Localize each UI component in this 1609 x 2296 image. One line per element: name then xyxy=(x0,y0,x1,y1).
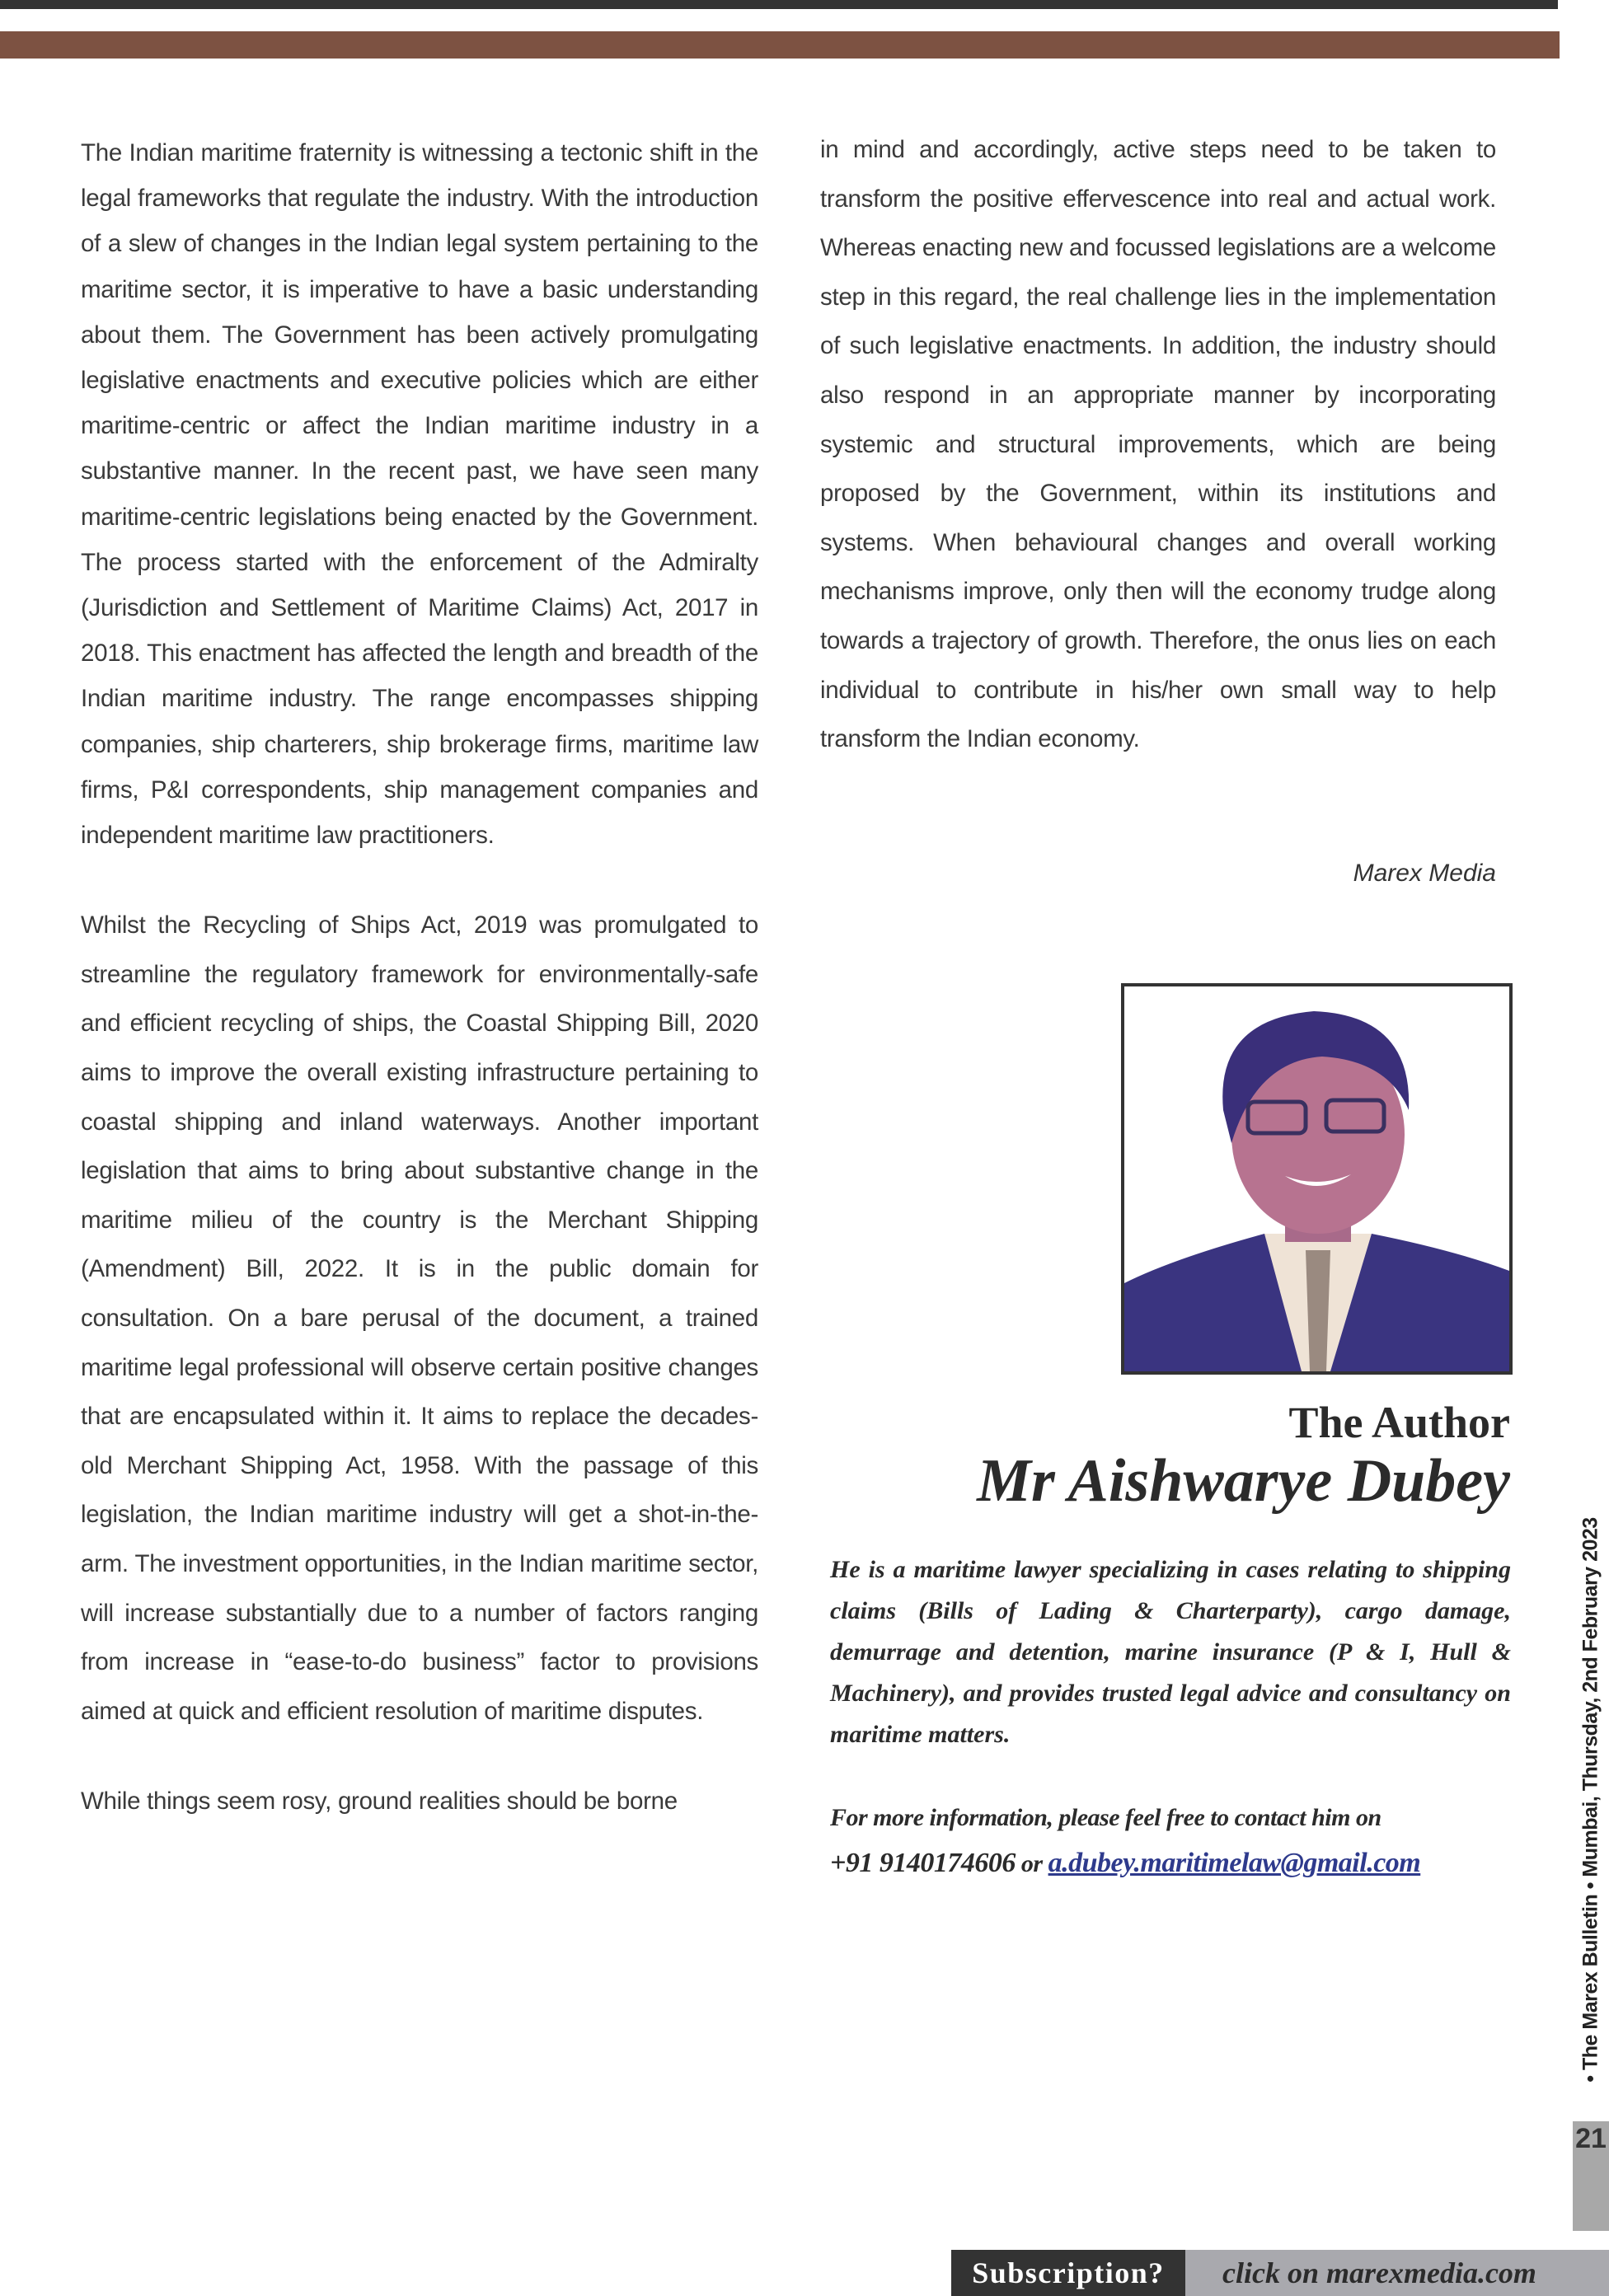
article-right-column xyxy=(820,125,1496,764)
author-bio: He is a maritime lawyer specializing in cases relating to shipping claims (Bills of Lading & Charterparty), cargo damage, demurrage and detention, marine insurance (P & I, Hull & Machinery), and provides trusted legal advice and consultancy on maritime matters. xyxy=(830,1556,1511,1748)
contact-or: or xyxy=(1020,1850,1043,1877)
contact-intro: For more information, please feel free to contact him on xyxy=(830,1804,1381,1831)
author-phone: +91 9140174606 xyxy=(830,1848,1016,1878)
article-left-column xyxy=(81,130,758,1826)
author-photo xyxy=(1121,983,1513,1375)
header-brown-bar xyxy=(0,31,1560,59)
author-email-link[interactable]: a.dubey.maritimelaw@gmail.com xyxy=(1048,1848,1421,1878)
author-portrait-image xyxy=(1124,986,1509,1371)
author-contact xyxy=(830,1795,1572,1886)
running-head: • The Marex Bulletin • Mumbai, Thursday, 2nd February 2023 xyxy=(1579,1517,1602,2083)
article-paragraph: The Indian maritime fraternity is witnessing a tectonic shift in the legal frameworks that regulate the industry. With the introduction of a slew of changes in the Indian legal system pertaining to the maritime sector, it is imperative to have a basic understanding about them. The Government has been actively promulgating legislative enactments and executive policies which are either maritime-centric or affect the Indian maritime industry in a substantive manner. In the recent past, we have seen many maritime-centric legislations being enacted by the Government. The process started with the enforcement of the Admiralty (Jurisdiction and Settlement of Maritime Claims) Act, 2017 in 2018. This enactment has affected the length and breadth of the Indian maritime industry. The range encompasses shipping companies, ship charterers, ship brokerage firms, maritime law firms, P&I correspondents, ship management companies and independent maritime law practitioners. xyxy=(81,139,758,850)
article-paragraph: While things seem rosy, ground realities should be borne xyxy=(81,1788,678,1816)
author-name: Mr Aishwarye Dubey xyxy=(977,1447,1510,1515)
subscription-link[interactable]: click on marexmedia.com xyxy=(1185,2250,1609,2296)
page-number-tab xyxy=(1573,2121,1609,2231)
article-signature: Marex Media xyxy=(1353,860,1496,887)
subscription-label: Subscription? xyxy=(951,2250,1185,2296)
author-heading: The Author xyxy=(1288,1398,1510,1447)
page-number: 21 xyxy=(1575,2123,1607,2154)
article-paragraph: in mind and accordingly, active steps need to be taken to transform the positive effervescence into real and actual work. Whereas enacting new and focussed legislations are a welcome step in this regard, the real challenge lies in the implementation of such legislative enactments. In addition, the industry should also respond in an appropriate manner by incorporating systemic and structural improvements, which are being proposed by the Government, within its institutions and systems. When behavioural changes and overall working mechanisms improve, only then will the economy trudge along towards a trajectory of growth. Therefore, the onus lies on each individual to contribute in his/her own small way to help transform the Indian economy. xyxy=(820,136,1496,753)
top-dark-rule xyxy=(0,0,1558,9)
article-paragraph: Whilst the Recycling of Ships Act, 2019 was promulgated to streamline the regulatory framework for environmentally-safe and efficient recycling of ships, the Coastal Shipping Bill, 2020 aims to improve the overall existing infrastructure pertaining to coastal shipping and inland waterways. Another important legislation that aims to bring about substantive change in the maritime milieu of the country is the Merchant Shipping (Amendment) Bill, 2022. It is in the public domain for consultation. On a bare perusal of the document, a trained maritime legal professional will observe certain positive changes that are encapsulated within it. It aims to replace the decades-old Merchant Shipping Act, 1958. With the passage of this legislation, the Indian maritime industry will get a shot-in-the-arm. The investment opportunities, in the Indian maritime sector, will increase substantially due to a number of factors ranging from increase in “ease-to-do business” factor to provisions aimed at quick and efficient resolution of maritime disputes. xyxy=(81,911,758,1725)
